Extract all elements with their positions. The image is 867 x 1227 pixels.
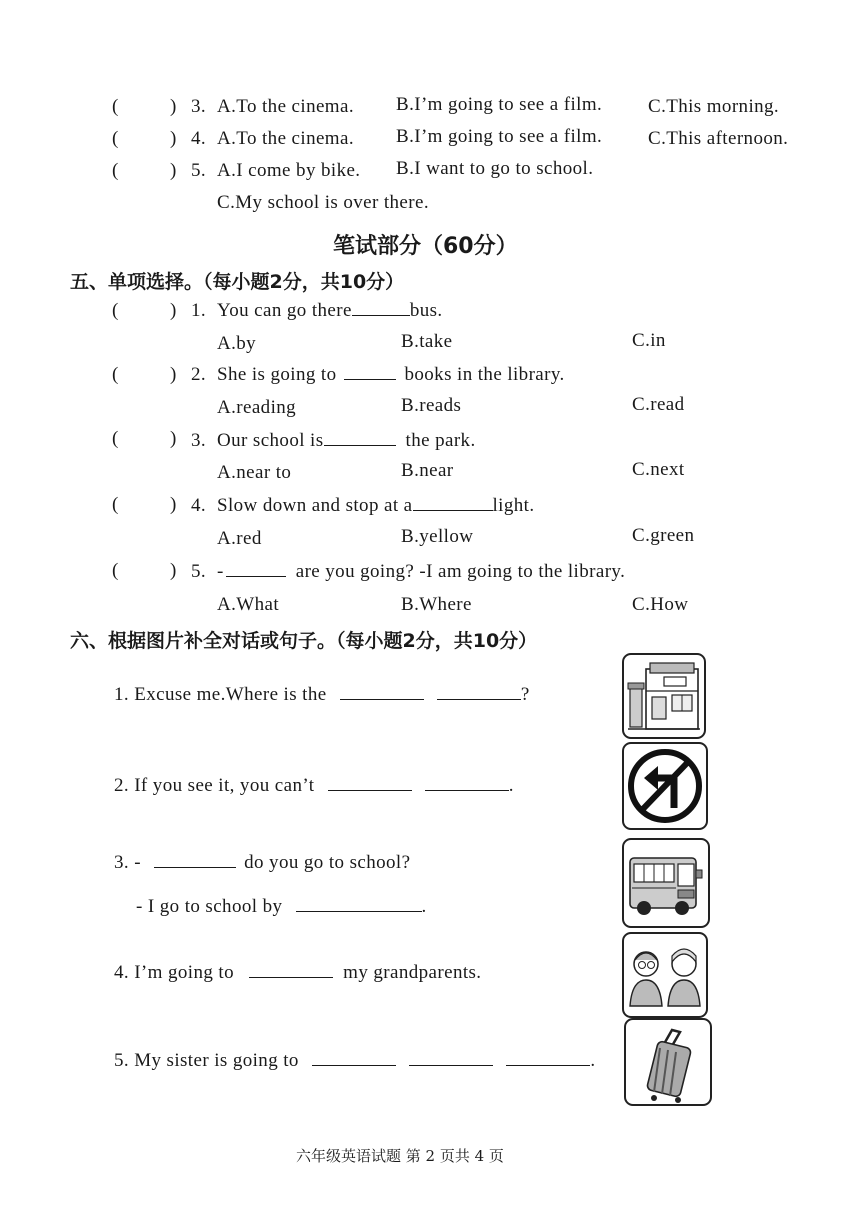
option-b: B.take [401, 331, 453, 352]
option-c: C.This afternoon. [648, 128, 789, 149]
stem-post: bus. [409, 300, 443, 321]
question-stem [217, 561, 625, 583]
question-text-post: my grandparents. [343, 962, 482, 983]
option-c: C.in [632, 330, 666, 351]
item-number: 2. [191, 364, 207, 385]
question-stem [217, 495, 535, 517]
item-number: 4. [191, 495, 207, 516]
post-office-icon [622, 653, 706, 739]
answer-blank[interactable] [352, 314, 410, 316]
question-text: 5. My sister is going to [114, 1050, 299, 1071]
option-c: C.read [632, 394, 685, 415]
section6-question-3 [114, 852, 410, 874]
answer-blank[interactable] [506, 1064, 590, 1066]
section6-question-1 [114, 684, 530, 706]
answer-paren: ) [170, 300, 177, 321]
option-a: A.by [217, 333, 257, 354]
answer-blank[interactable] [312, 1064, 396, 1066]
answer-blank[interactable] [340, 698, 424, 700]
option-a: A.To the cinema. [217, 96, 354, 117]
option-c: C.How [632, 594, 689, 615]
stem-pre: Slow down and stop at a [217, 495, 413, 516]
answer-paren: ( [112, 364, 119, 385]
option-c: C.This morning. [648, 96, 780, 117]
stem-post: books in the library. [404, 364, 565, 385]
option-a: A.near to [217, 462, 292, 483]
item-number: 4. [191, 128, 207, 149]
written-section-title: 笔试部分（60分） [333, 234, 518, 259]
question-end: . [421, 896, 427, 917]
stem-pre: She is going to [217, 364, 337, 385]
page-footer: 六年级英语试题 第 2 页共 4 页 [296, 1147, 504, 1165]
section5-heading: 五、单项选择。（每小题2分，共10分） [70, 271, 405, 293]
answer-paren: ( [112, 428, 119, 449]
item-number: 5. [191, 561, 207, 582]
grandparents-icon [622, 932, 708, 1018]
section6-heading: 六、根据图片补全对话或句子。（每小题2分，共10分） [70, 630, 538, 652]
section6-question-2 [114, 775, 514, 797]
question-stem [217, 300, 443, 322]
no-left-turn-sign-icon [622, 742, 708, 830]
question-text: 4. I’m going to [114, 962, 234, 983]
question-text: - I go to school by [136, 896, 283, 917]
question-end: . [590, 1050, 596, 1071]
answer-blank[interactable] [226, 575, 286, 577]
answer-paren: ( [112, 300, 119, 321]
answer-blank[interactable] [296, 910, 422, 912]
option-b: B.reads [401, 395, 462, 416]
question-stem [217, 430, 476, 452]
stem-post: the park. [405, 430, 476, 451]
answer-paren-open: ( [112, 96, 119, 117]
question-end: ? [520, 684, 530, 705]
section6-question-5 [114, 1050, 595, 1072]
answer-paren-close: ) [170, 96, 177, 117]
section6-question-4 [114, 962, 481, 984]
answer-blank[interactable] [413, 509, 493, 511]
question-text: 3. - [114, 852, 141, 873]
question-text: 1. Excuse me.Where is the [114, 684, 327, 705]
answer-blank[interactable] [437, 698, 521, 700]
item-number: 1. [191, 300, 207, 321]
option-b: B.near [401, 460, 454, 481]
item-number: 5. [191, 160, 207, 181]
answer-blank[interactable] [154, 866, 236, 868]
answer-blank[interactable] [409, 1064, 493, 1066]
answer-blank[interactable] [425, 789, 509, 791]
answer-paren-open: ( [112, 160, 119, 181]
answer-paren-close: ) [170, 128, 177, 149]
suitcase-icon [624, 1018, 712, 1106]
answer-blank[interactable] [328, 789, 412, 791]
answer-paren: ) [170, 560, 177, 581]
stem-post: are you going? -I am going to the library. [295, 561, 626, 582]
option-b: B.yellow [401, 526, 474, 547]
question-text-mid: do you go to school? [244, 852, 411, 873]
option-b: B.I want to go to school. [396, 158, 594, 179]
option-c: C.next [632, 459, 685, 480]
answer-paren: ( [112, 494, 119, 515]
option-b: B.I’m going to see a film. [396, 94, 603, 115]
answer-blank[interactable] [249, 976, 333, 978]
answer-paren: ) [170, 364, 177, 385]
option-a: A.reading [217, 397, 297, 418]
option-a: A.To the cinema. [217, 128, 354, 149]
question-end: . [508, 775, 514, 796]
option-a: A.red [217, 528, 262, 549]
option-b: B.Where [401, 594, 472, 615]
stem-pre: Our school is [217, 430, 324, 451]
question-text: 2. If you see it, you can’t [114, 775, 315, 796]
answer-paren-open: ( [112, 128, 119, 149]
option-c: C.green [632, 525, 695, 546]
answer-paren: ) [170, 494, 177, 515]
answer-blank[interactable] [324, 444, 396, 446]
stem-pre: - [217, 561, 224, 582]
option-c: C.My school is over there. [217, 192, 429, 213]
section6-question-3-answer-line [136, 896, 427, 918]
answer-paren: ) [170, 428, 177, 449]
stem-post: light. [492, 495, 535, 516]
option-b: B.I’m going to see a film. [396, 126, 603, 147]
option-a: A.I come by bike. [217, 160, 361, 181]
option-a: A.What [217, 594, 280, 615]
item-number: 3. [191, 96, 207, 117]
question-stem [217, 364, 565, 386]
stem-pre: You can go there [217, 300, 352, 321]
answer-paren: ( [112, 560, 119, 581]
item-number: 3. [191, 430, 207, 451]
answer-paren-close: ) [170, 160, 177, 181]
bus-icon [622, 838, 710, 928]
answer-blank[interactable] [344, 378, 396, 380]
